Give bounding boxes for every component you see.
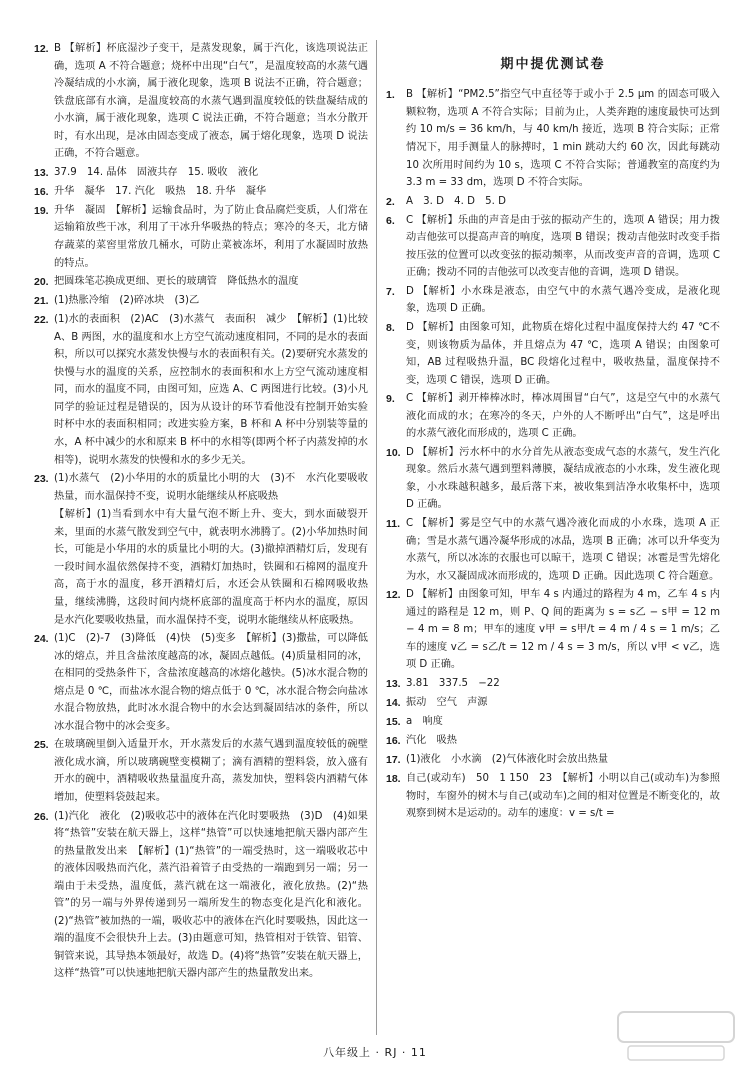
item-text: (1)水的表面积 (2)AC (3)水蒸气 表面积 减少 【解析】(1)比较 A、B 两图，水的温度和水上方空气流动速度相同，不同的是水的表面积，所以可以探究水蒸发快慢与水的表面积有关。(2)要研究水蒸发的快慢与水的温度的关系，应控制水的表面积和水上方空气流动速度相同，而水的温度不同，由图可知，应选 A、C 两图进行比较。(3)小凡同学的验证过程是错误的，因为从设计的环节看他没有控制开始实验时杯中水的表面积相同；改进实验方案，B 杯和 A 杯中分别装等量的水，A 杯中减少的水和原来 B 杯中的水相等(即两个杯子内蒸发掉的水相等)，说明水蒸发的快慢和水的多少无关。 [54, 314, 368, 466]
answer-item [386, 390, 720, 443]
answer-item [34, 506, 368, 629]
item-text: C 【解析】雾是空气中的水蒸气遇冷液化而成的小水珠，选项 A 正确；雪是水蒸气遇冷凝华形成的冰晶，选项 B 正确；冰可以升华变为水蒸气，所以冰冻的衣服也可以晾干，选项 C 错误；冰雹是雪先熔化为水，水又凝固成冰而形成的，选项 D 正确。因此选项 C 符合题意。 [406, 517, 720, 582]
item-number: 13. [34, 166, 49, 179]
item-text: D 【解析】污水杯中的水分首先从液态变成气态的水蒸气，发生汽化现象。然后水蒸气遇到塑料薄膜，凝结成液态的小水珠，发生液化现象，小水珠越积越多，最后落下来，被收集到洁净水收集杯中，选项 D 正确。 [406, 446, 720, 511]
answer-item [386, 86, 720, 191]
item-number: 10. [386, 446, 401, 459]
column-divider [376, 40, 377, 1035]
item-text: (1)热胀冷缩 (2)碎冰块 (3)乙 [54, 295, 200, 307]
right-column [386, 40, 720, 826]
item-number: 24. [34, 633, 49, 646]
item-number: 21. [34, 295, 49, 308]
item-text: 升华 凝固 【解析】运输食品时，为了防止食品腐烂变质，人们常在运输箱放些干冰，利用了干冰升华吸热的特点；寒冷的冬天，北方储存蔬菜的菜窖里常放几桶水，可防止菜被冻坏，利用了水凝固时放热的特点。 [54, 204, 368, 269]
item-text: 3.81 337.5 −22 [406, 677, 500, 689]
answer-item [386, 751, 720, 769]
item-text: C 【解析】剥开棒棒冰时，棒冰周围冒“白气”，这是空气中的水蒸气液化而成的水；在寒冷的冬天，户外的人不断呼出“白气”，这是呼出的水蒸气液化而形成的，选项 C 正确。 [406, 393, 720, 440]
item-number: 16. [386, 735, 401, 748]
item-number: 17. [386, 754, 401, 767]
section-title: 期中提优测试卷 [500, 57, 606, 72]
item-number: 7. [386, 285, 395, 298]
item-number: 14. [386, 696, 401, 709]
answer-item [34, 183, 368, 201]
item-number: 23. [34, 473, 49, 486]
item-text: D 【解析】由图象可知，甲车 4 s 内通过的路程为 4 m，乙车 4 s 内通过的路程是 12 m，则 P、Q 间的距离为 s = s乙 − s甲 = 12 m − 4 m = 8 m；甲车的速度 v甲 = s甲/t = 4 m / 4 s = 1 m/s；乙车的速度 v乙 = s乙/t = 12 m / 4 s = 3 m/s，所以 v甲 < v乙，选项 D 正确。 [406, 589, 720, 671]
answer-item [34, 273, 368, 291]
answer-item [386, 713, 720, 731]
item-number: 6. [386, 214, 395, 227]
item-number: 15. [386, 716, 401, 728]
item-number: 19. [34, 204, 49, 217]
item-text: (1)液化 小水滴 (2)气体液化时会放出热量 [406, 754, 609, 766]
answer-item [34, 311, 368, 469]
item-number: 18. [386, 773, 401, 786]
item-text: D 【解析】由图象可知，此物质在熔化过程中温度保持大约 47 ℃不变，则该物质为晶体，并且熔点为 47 ℃，选项 A 错误；由图象可知，AB 过程吸热升温，BC 段熔化过程中，吸收热量，温度保持不变，选项 C 错误，选项 D 正确。 [406, 321, 720, 386]
item-number: 22. [34, 314, 49, 327]
item-number: 12. [34, 43, 49, 55]
item-number: 1. [386, 89, 395, 102]
answer-item [386, 675, 720, 693]
answer-item [34, 40, 368, 163]
item-number: 11. [386, 517, 401, 530]
item-text: (1)C (2)-7 (3)降低 (4)快 (5)变多 【解析】(3)撒盐，可以降低冰的熔点，并且含盐浓度越高的冰，凝固点越低。(4)质量相同的冰，在相同的受热条件下，含盐浓度越高的冰熔化越快。(5)冰水混合物的熔点是 0 ℃，而盐冰水混合物的熔点低于 0 ℃，冰水混合物会向盐冰水混合物放热，此时冰水混合物中的水会达到凝固结冰的条件，所以冰水混合物中的冰会变多。 [54, 633, 368, 732]
answer-item [386, 193, 720, 211]
item-number: 16. [34, 185, 49, 198]
answer-item [34, 202, 368, 272]
item-text: 升华 凝华 17. 汽化 吸热 18. 升华 凝华 [54, 185, 267, 197]
answer-item [34, 736, 368, 806]
item-number: 12. [386, 589, 401, 602]
answer-item [386, 515, 720, 585]
answer-item [34, 164, 368, 182]
item-text: 把圆珠笔芯换成更细、更长的玻璃管 降低热水的温度 [54, 276, 299, 288]
item-text: 37.9 14. 晶体 固液共存 15. 吸收 液化 [54, 166, 259, 178]
answer-item [34, 808, 368, 983]
item-text: 【解析】(1)当看到水中有大量气泡不断上升、变大，到水面破裂开来，里面的水蒸气散发到空气中，就表明水沸腾了。(2)小华加热时间长，可能是小华用的水的质量比小明的大。(3)撤掉酒精灯后，发现有一段时间水温依然保持不变，酒精灯加热时，铁圈和石棉网的温度升高，高于水的温度，移开酒精灯后，水还会从铁圈和石棉网吸收热量，继续沸腾，这段时间内烧杯底部的温度高于杯内水的温度，原因是水汽化要吸收热量，而水温保持不变，说明水能继续从杯底吸热。 [54, 509, 368, 626]
item-text: 自己(或动车) 50 1 150 23 【解析】小明以自己(或动车)为参照物时，车窗外的树木与自己(或动车)之间的相对位置是不断变化的，故观察到树木是运动的。动车的速度：v = s/t = [406, 773, 720, 820]
item-number: 20. [34, 276, 49, 289]
page-footer: 八年级上 · RJ · 11 [323, 1046, 427, 1059]
answer-item [34, 292, 368, 310]
item-text: 汽化 吸热 [406, 735, 457, 747]
item-text: A 3. D 4. D 5. D [406, 195, 506, 207]
item-text: C 【解析】乐曲的声音是由于弦的振动产生的，选项 A 错误；用力拨动吉他弦可以提高声音的响度，选项 B 错误；拨动吉他弦时改变手指按压弦的位置可以改变弦的振动频率，从而改变声音的音调，选项 C 正确；拨动不同的吉他弦可以改变吉他的音调，选项 D 错误。 [406, 214, 720, 279]
item-text: (1)汽化 液化 (2)吸收芯中的液体在汽化时要吸热 (3)D (4)如果将“热管”安装在航天器上，这样“热管”可以快速地把航天器内部产生的热量散发出来 【解析】(1)“热管”的一端受热时，这一端吸收芯中的液体因吸热而汽化，蒸汽沿着管子由受热的一端跑到另一端；另一端由于未受热，温度低，蒸汽就在这一端液化，液化放热。(2)“热管”的另一端与外界传递到另一端所发生的物态变化是汽化和液化。(2)“热管”被加热的一端，吸收芯中的液体在汽化时要吸热，因此这一端的温度不会很快升上去。(3)由题意可知，热管相对于铁管、铝管、铜管来说，其导热本领最好，故选 D。(4)将“热管”安装在航天器上，这样“热管”可以快速地把航天器内部产生的热量散发出来。 [54, 810, 368, 980]
item-number: 9. [386, 393, 395, 406]
item-number: 8. [386, 321, 395, 334]
item-text: a 响度 [406, 716, 443, 727]
answer-item [386, 212, 720, 282]
item-text: 振动 空气 声源 [406, 696, 488, 708]
answer-item [386, 732, 720, 750]
answer-item [386, 586, 720, 674]
item-number: 13. [386, 677, 401, 690]
left-column [34, 40, 368, 984]
answer-item [386, 283, 720, 318]
answer-item [386, 770, 720, 823]
answer-item [386, 444, 720, 514]
answer-item [34, 470, 368, 505]
item-text: B 【解析】杯底湿沙子变干，是蒸发现象，属于汽化，该选项说法正确，选项 A 不符合题意；烧杯中出现“白气”，是温度较高的水蒸气遇冷凝结成的小水滴，属于液化现象，选项 B 说法不正确，符合题意；铁盘底部有水滴，是温度较高的水蒸气遇到温度较低的铁盘凝结成的小水滴，属于液化现象，选项 C 说法正确，不符合题意；当水分散开时，有水出现，是冰由固态变成了液态，属于熔化现象，选项 D 说法正确，不符合题意。 [54, 43, 368, 160]
item-number: 26. [34, 810, 49, 823]
item-number: 2. [386, 195, 395, 208]
item-text: D 【解析】小水珠是液态，由空气中的水蒸气遇冷变成，是液化现象，选项 D 正确。 [406, 285, 720, 315]
answer-item [34, 630, 368, 735]
answer-item [386, 694, 720, 712]
item-text: (1)水蒸气 (2)小华用的水的质量比小明的大 (3)不 水汽化要吸收热量，而水温保持不变，说明水能继续从杯底吸热 [54, 473, 368, 502]
answer-item [386, 319, 720, 389]
item-text: 在玻璃碗里倒入适量开水，开水蒸发后的水蒸气遇到温度较低的碗壁液化成水滴，所以玻璃碗壁变模糊了；滴有酒精的塑料袋，放入盛有开水的碗中，酒精吸收热量温度升高，蒸发加快，塑料袋内酒精气体增加，使塑料袋鼓起来。 [54, 739, 368, 803]
item-number [34, 506, 54, 629]
item-number: 25. [34, 739, 49, 752]
item-text: B 【解析】“PM2.5”指空气中直径等于或小于 2.5 μm 的固态可吸入颗粒物，选项 A 不符合实际；目前为止，人类奔跑的速度最快可达到约 10 m/s = 36 km/h，与 40 km/h 接近，选项 B 符合实际；正常情况下，用手测量人的脉搏时，1 min 跳动大约 60 次，因此每跳动 10 次所用时间约为 10 s，选项 C 不符合实际；普通教室的高度约为 3.3 m = 33 dm，选项 D 不符合实际。 [406, 89, 720, 189]
watermark-logo [616, 1006, 736, 1066]
